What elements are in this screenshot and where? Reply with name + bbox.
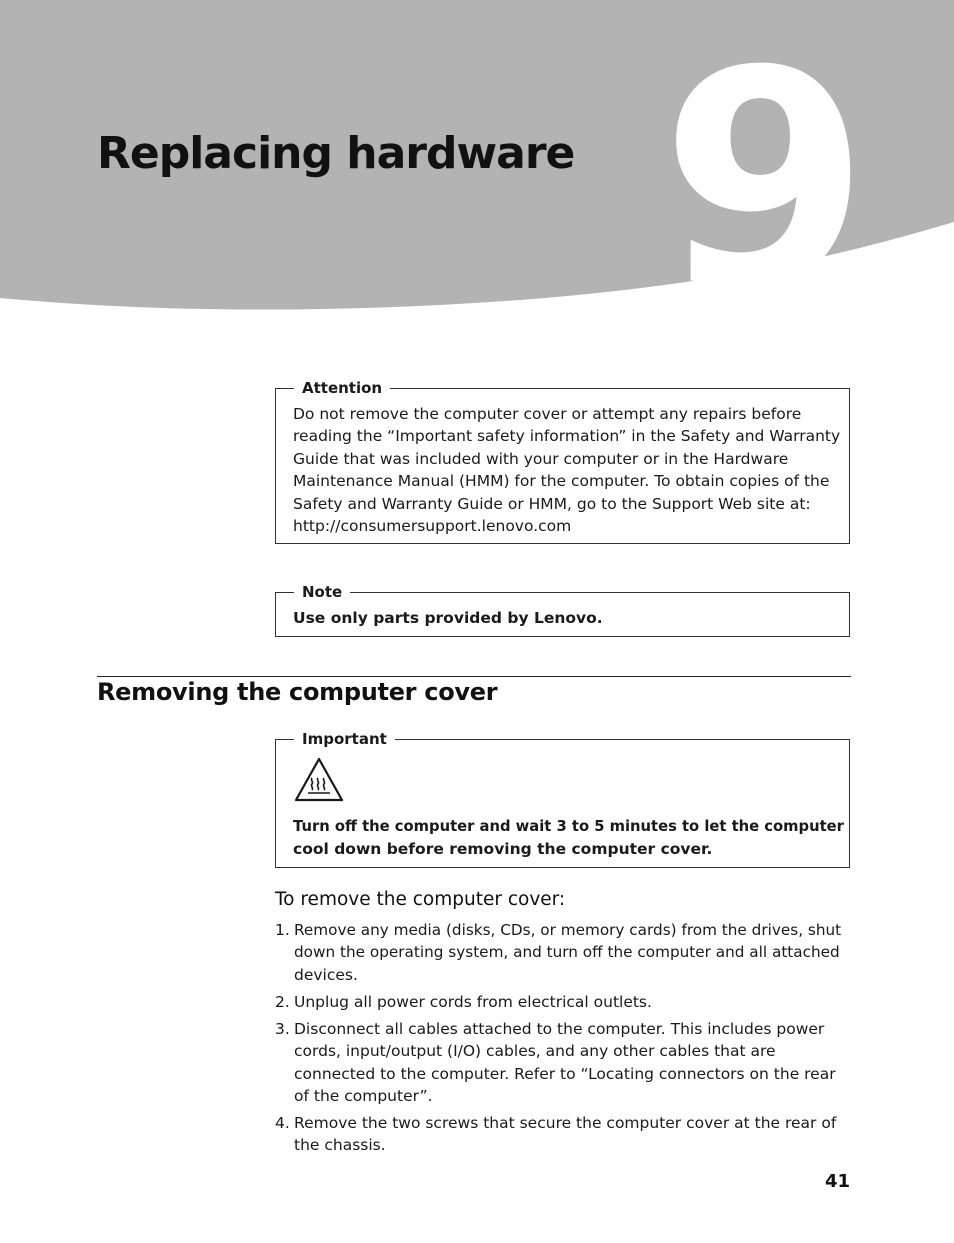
step-text: cords, input/output (I/O) cables, and any other cables that are xyxy=(294,1042,776,1061)
support-url: http://consumersupport.lenovo.com xyxy=(293,517,572,536)
step-number: 3. xyxy=(275,1019,290,1038)
step-text: Unplug all power cords from electrical outlets. xyxy=(294,992,652,1011)
important-label: Important xyxy=(294,729,395,749)
step-item xyxy=(275,991,853,1013)
hot-surface-warning-icon xyxy=(293,756,345,804)
attention-line: reading the “Important safety information” in the Safety and Warranty xyxy=(293,427,841,446)
chapter-title: Replacing hardware xyxy=(97,128,575,179)
step-text: down the operating system, and turn off the computer and all attached xyxy=(294,943,840,962)
step-item xyxy=(275,1112,853,1157)
step-text: Remove any media (disks, CDs, or memory cards) from the drives, shut xyxy=(294,921,842,939)
procedure-title: To remove the computer cover: xyxy=(275,889,566,910)
step-text: connected to the computer. Refer to “Locating connectors on the rear xyxy=(294,1064,836,1083)
attention-line: Maintenance Manual (HMM) for the computer. To obtain copies of the xyxy=(293,472,830,491)
procedure-steps xyxy=(275,919,853,1161)
step-number: 2. xyxy=(275,992,290,1011)
attention-line: Do not remove the computer cover or attempt any repairs before xyxy=(293,405,802,423)
attention-line: Safety and Warranty Guide or HMM, go to the Support Web site at: xyxy=(293,494,811,513)
step-text: Disconnect all cables attached to the computer. This includes power xyxy=(294,1019,825,1038)
step-item xyxy=(275,1018,853,1108)
section-title: Removing the computer cover xyxy=(97,678,498,706)
note-box xyxy=(275,583,850,637)
step-text: of the computer”. xyxy=(294,1087,433,1106)
step-text: devices. xyxy=(294,965,358,984)
step-text: Remove the two screws that secure the computer cover at the rear of xyxy=(294,1114,837,1133)
attention-box xyxy=(275,379,850,544)
note-label: Note xyxy=(294,582,350,602)
page-number: 41 xyxy=(824,1171,850,1192)
attention-label: Attention xyxy=(294,378,390,398)
note-text: Use only parts provided by Lenovo. xyxy=(293,609,603,627)
attention-line: Guide that was included with your computer or in the Hardware xyxy=(293,449,789,468)
step-number: 4. xyxy=(275,1114,290,1133)
chapter-number: 9 xyxy=(660,7,870,330)
important-box xyxy=(275,730,850,868)
important-line: cool down before removing the computer cover. xyxy=(293,840,713,859)
attention-text xyxy=(276,389,849,537)
step-item xyxy=(275,919,853,986)
step-text: the chassis. xyxy=(294,1136,386,1155)
important-line: Turn off the computer and wait 3 to 5 minutes to let the computer xyxy=(293,818,844,835)
step-number: 1. xyxy=(275,921,290,939)
important-text xyxy=(276,802,861,861)
